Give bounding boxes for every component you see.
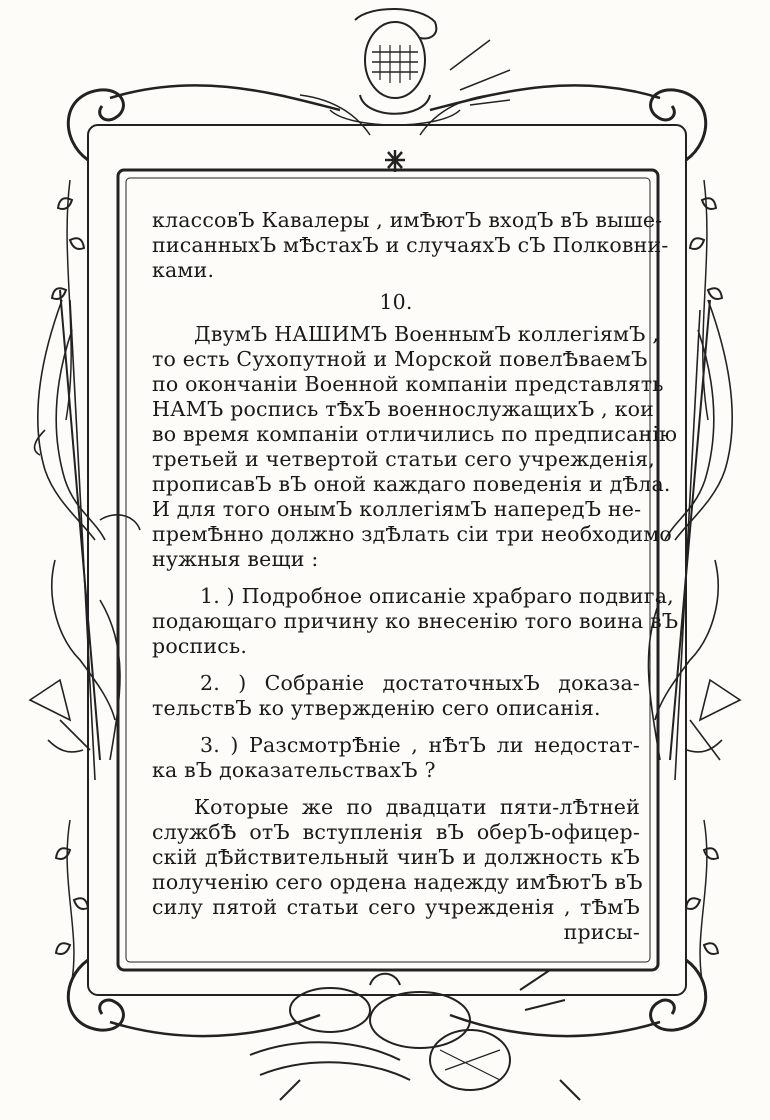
text-line: силу пятой статьи сего учрежденія , тѢмЪ: [152, 895, 640, 919]
text-line: скій дѢйствительный чинЪ и должность кЪ: [152, 845, 640, 869]
text-line: И для того онымЪ коллегіямЪ напередЪ не-: [152, 497, 642, 521]
text-line: премѢнно должно здѢлать сіи три необходимо: [152, 522, 672, 546]
text-line: ДвумЪ НАШИМЪ ВоеннымЪ коллегіямЪ ,: [194, 322, 660, 346]
text-line: во время компаніи отличились по предписанію: [152, 422, 678, 446]
text-line: третьей и четвертой статьи сего учрежденія,: [152, 447, 655, 471]
list-item-2: 2. ) Собраніе достаточныхЪ доказа-: [200, 671, 640, 695]
helmet-crest-ornament: [300, 9, 510, 172]
text-line: нужныя вещи :: [152, 547, 319, 571]
section-number: 10.: [379, 290, 413, 314]
text-line: роспись.: [152, 634, 248, 658]
text-line: полученію сего ордена надежду имѢютЪ вЪ: [152, 870, 643, 894]
page-text: [152, 208, 679, 948]
catchword: присы-: [563, 920, 640, 944]
left-trophy-flags: [30, 290, 140, 780]
text-line: подающаго причину ко внесенію того воина вЪ: [152, 609, 679, 633]
list-item-1: 1. ) Подробное описаніе храбраго подвига,: [200, 584, 674, 608]
text-line: ка вЪ доказательствахЪ ?: [152, 758, 436, 782]
text-line: классовЪ Кавалеры , имѢютЪ входЪ вЪ выше-: [152, 208, 663, 232]
text-line: НАМЪ роспись тѢхЪ военнослужащихЪ , кои: [152, 397, 655, 421]
text-line: службѢ отЪ вступленія вЪ оберЪ-офицер-: [152, 820, 640, 844]
text-line: ками.: [152, 258, 215, 282]
drum-icon: [430, 1030, 510, 1090]
text-line: прописавЪ вЪ оной каждаго поведенія и дѢла.: [152, 472, 671, 496]
text-line: Которые же по двадцати пяти-лѢтней: [194, 795, 640, 819]
text-line: писанныхЪ мѢстахЪ и случаяхЪ сЪ Полковни-: [152, 233, 669, 257]
text-line: то есть Сухопутной и Морской повелѢваемЪ: [152, 347, 648, 371]
text-line: по окончаніи Военной компаніи представлять: [152, 372, 664, 396]
text-line: тельствЪ ко утвержденію сего описанія.: [152, 696, 601, 720]
list-item-3: 3. ) РазсмотрѢніе , нѢтЪ ли недостат-: [200, 733, 640, 757]
